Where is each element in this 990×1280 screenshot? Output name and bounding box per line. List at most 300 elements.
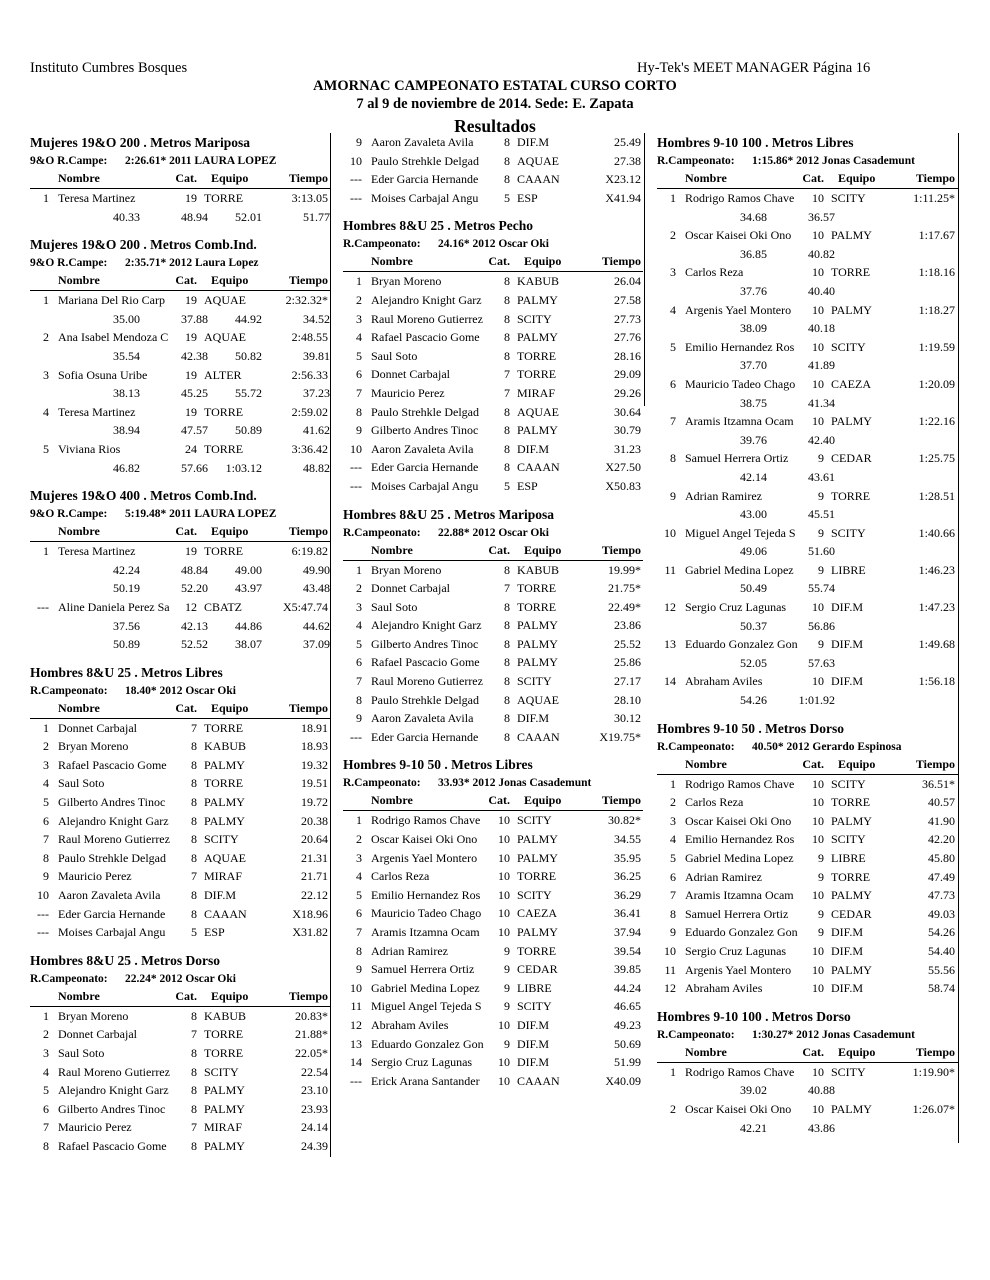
final-time: 45.80 — [928, 851, 955, 865]
result-row — [657, 375, 959, 394]
result-row — [343, 579, 643, 598]
age: 10 — [812, 674, 824, 689]
team: AQUAE — [517, 153, 559, 168]
place: 7 — [356, 385, 362, 400]
final-time: 27.76 — [614, 330, 641, 345]
place: 2 — [356, 292, 362, 307]
header-age: Cat. — [802, 171, 824, 185]
splits-row — [30, 384, 330, 403]
result-row — [343, 347, 643, 366]
split-time: 42.21 — [740, 1120, 767, 1135]
place: 14 — [664, 674, 676, 689]
final-time: 20.38 — [301, 813, 328, 828]
result-row — [30, 1137, 330, 1156]
result-row — [30, 440, 330, 459]
header-name: Nombre — [58, 171, 100, 185]
place: 12 — [350, 1017, 362, 1032]
swimmer-name: Aaron Zavaleta Avila — [58, 888, 161, 903]
team: AQUAE — [517, 404, 559, 419]
place: 1 — [43, 544, 49, 559]
result-row — [343, 421, 643, 440]
swimmer-name: Teresa Martinez — [58, 404, 136, 419]
swimmer-name: Ana Isabel Mendoza C — [58, 330, 169, 345]
event-title: Hombres 8&U 25 . Metros Libres — [30, 664, 223, 680]
result-row — [343, 458, 643, 477]
final-time: 1:26.07* — [912, 1101, 955, 1116]
final-time: 51.99 — [614, 1055, 641, 1070]
age: 8 — [504, 274, 510, 289]
split-time: 41.34 — [808, 395, 835, 410]
swimmer-name: Alejandro Knight Garz — [58, 1083, 169, 1098]
swimmer-name: Raul Moreno Gutierrez — [371, 311, 483, 326]
record-value: 5:19.48* 2011 LAURA LOPEZ — [125, 508, 277, 521]
result-row — [343, 291, 643, 310]
age: 10 — [812, 339, 824, 354]
result-row — [343, 272, 643, 291]
team: TORRE — [204, 441, 244, 456]
final-time: 30.64 — [614, 404, 641, 419]
team: TORRE — [204, 1027, 244, 1042]
result-row — [30, 793, 330, 812]
final-time: 23.86 — [614, 618, 641, 633]
swimmer-name: Teresa Martinez — [58, 191, 136, 205]
final-time: 39.54 — [614, 943, 641, 958]
age: 10 — [812, 600, 824, 615]
result-row — [30, 867, 330, 886]
team: LIBRE — [517, 980, 552, 995]
header-age: Cat. — [175, 273, 197, 288]
swimmer-name: Eduardo Gonzalez Gon — [685, 925, 798, 940]
team: PALMY — [517, 423, 558, 438]
team: SCITY — [831, 832, 866, 847]
split-time: 48.82 — [303, 460, 330, 475]
split-time: 40.82 — [808, 246, 835, 261]
team: CAAAN — [517, 460, 560, 475]
swimmer-name: Mauricio Perez — [58, 1120, 132, 1135]
swimmer-name: Moises Carbajal Angu — [371, 478, 479, 493]
place: 13 — [350, 1036, 362, 1051]
event-spacer — [657, 710, 959, 719]
place: 3 — [670, 265, 676, 280]
event-block — [30, 133, 330, 226]
split-time: 38.09 — [740, 321, 767, 336]
place: 9 — [356, 962, 362, 977]
record-value: 22.88* 2012 Oscar Oki — [438, 526, 549, 539]
final-time: 49.23 — [614, 1017, 641, 1032]
team: TORRE — [517, 869, 557, 884]
record-line — [30, 153, 330, 171]
place: 3 — [356, 599, 362, 614]
age: 8 — [504, 711, 510, 726]
split-time: 50.19 — [113, 581, 140, 596]
split-time: 34.68 — [740, 209, 767, 224]
age: 10 — [498, 1073, 510, 1088]
swimmer-name: Eder Garcia Hernande — [371, 460, 479, 475]
swimmer-name: Sergio Cruz Lagunas — [685, 943, 787, 958]
final-time: 18.91 — [301, 720, 328, 735]
split-time: 43.00 — [740, 507, 767, 522]
swimmer-name: Adrian Ramirez — [685, 869, 762, 884]
age: 9 — [504, 980, 510, 995]
record-line — [30, 506, 330, 524]
place: 1 — [356, 562, 362, 577]
splits-row — [657, 394, 959, 413]
team: TORRE — [831, 869, 871, 884]
age: 12 — [185, 599, 197, 614]
age: 10 — [812, 1101, 824, 1116]
swimmer-name: Bryan Moreno — [58, 1008, 129, 1023]
swimmer-name: Aline Daniela Perez Sa — [58, 599, 170, 614]
age: 10 — [498, 887, 510, 902]
swimmer-name: Mauricio Perez — [371, 385, 445, 400]
split-time: 45.51 — [808, 507, 835, 522]
team: TORRE — [831, 488, 871, 503]
record-label: 9&O R.Campe: — [30, 508, 108, 521]
result-row — [30, 849, 330, 868]
header-age: Cat. — [175, 524, 197, 539]
place: --- — [37, 599, 49, 614]
result-row — [657, 226, 959, 245]
record-value: 24.16* 2012 Oscar Oki — [438, 238, 549, 251]
final-time: 1:49.68 — [918, 637, 955, 652]
split-time: 36.57 — [808, 209, 835, 224]
age: 10 — [812, 1064, 824, 1079]
splits-row — [30, 617, 330, 636]
result-row — [343, 403, 643, 422]
final-time: 29.26 — [614, 385, 641, 400]
header-time: Tiempo — [288, 171, 328, 185]
swimmer-name: Saul Soto — [58, 776, 105, 791]
team: CAEZA — [831, 376, 871, 391]
software-page-label: Hy-Tek's MEET MANAGER Página 16 — [637, 60, 871, 76]
age: 8 — [504, 135, 510, 149]
results-title: Resultados — [454, 116, 536, 136]
team: PALMY — [517, 850, 558, 865]
swimmer-name: Abraham Aviles — [371, 1017, 449, 1032]
final-time: 46.65 — [614, 999, 641, 1014]
header-time: Tiempo — [288, 273, 328, 288]
swimmer-name: Gilberto Andres Tinoc — [58, 1101, 166, 1116]
swimmer-name: Eduardo Gonzalez Gon — [371, 1036, 484, 1051]
record-label: 9&O R.Campe: — [30, 155, 108, 167]
final-time: 49.03 — [928, 906, 955, 921]
age: 8 — [191, 1008, 197, 1023]
swimmer-name: Eder Garcia Hernande — [371, 729, 479, 744]
header-name: Nombre — [58, 273, 100, 288]
place: 2 — [670, 1101, 676, 1116]
column-header — [30, 701, 330, 719]
team: PALMY — [831, 813, 872, 828]
split-time: 46.82 — [113, 460, 140, 475]
swimmer-name: Aramis Itzamna Ocam — [685, 888, 794, 903]
column-header — [30, 273, 330, 291]
event-title: Hombres 8&U 25 . Metros Mariposa — [343, 506, 554, 522]
result-row — [30, 886, 330, 905]
place: --- — [350, 729, 362, 744]
result-row — [343, 365, 643, 384]
place: 2 — [670, 795, 676, 810]
swimmer-name: Rodrigo Ramos Chave — [685, 191, 795, 205]
swimmer-name: Miguel Angel Tejeda S — [371, 999, 482, 1014]
header-team: Equipo — [524, 254, 562, 269]
event-block — [30, 477, 330, 654]
event-title: Hombres 9-10 50 . Metros Libres — [343, 757, 533, 773]
team: SCITY — [831, 525, 866, 540]
age: 8 — [504, 348, 510, 363]
final-time: 18.93 — [301, 739, 328, 754]
final-time: 25.49 — [614, 135, 641, 149]
event-spacer — [343, 496, 643, 505]
team: SCITY — [517, 999, 552, 1014]
swimmer-name: Gabriel Medina Lopez — [685, 851, 794, 865]
final-time: 1:18.16 — [918, 265, 955, 280]
column-divider — [330, 133, 331, 1157]
place: 7 — [43, 832, 49, 847]
team: DIF.M — [517, 135, 550, 149]
final-time: 50.69 — [614, 1036, 641, 1051]
team: TORRE — [517, 581, 557, 596]
header-name: Nombre — [58, 988, 100, 1003]
final-time: 21.75* — [608, 581, 641, 596]
split-time: 49.06 — [740, 544, 767, 559]
event-title: Mujeres 19&O 200 . Metros Comb.Ind. — [30, 237, 257, 253]
split-time: 42.14 — [740, 469, 767, 484]
splits-row — [657, 1081, 959, 1100]
team: PALMY — [204, 795, 245, 810]
result-row — [30, 366, 330, 385]
age: 9 — [818, 525, 824, 540]
place: 2 — [356, 832, 362, 847]
team: DIF.M — [831, 925, 864, 940]
team: DIF.M — [517, 1017, 550, 1032]
splits-row — [657, 691, 959, 710]
team: TORRE — [517, 599, 557, 614]
place: 3 — [43, 367, 49, 382]
team: DIF.M — [831, 943, 864, 958]
result-row — [657, 1100, 959, 1119]
header-time: Tiempo — [288, 700, 328, 715]
header-time: Tiempo — [915, 756, 955, 771]
final-time: 1:22.16 — [918, 414, 955, 429]
final-time: 36.41 — [614, 906, 641, 921]
result-row — [343, 653, 643, 672]
split-time: 1:03.12 — [225, 460, 262, 475]
age: 10 — [812, 888, 824, 903]
place: 7 — [670, 888, 676, 903]
age: 7 — [191, 1120, 197, 1135]
result-row — [343, 942, 643, 961]
team: DIF.M — [831, 600, 864, 615]
age: 10 — [812, 414, 824, 429]
swimmer-name: Gabriel Medina Lopez — [371, 980, 480, 995]
swimmer-name: Paulo Strehkle Delgad — [371, 692, 479, 707]
event-block — [30, 942, 330, 1156]
result-row — [343, 886, 643, 905]
header-time: Tiempo — [601, 793, 641, 808]
place: 3 — [356, 850, 362, 865]
header-team: Equipo — [838, 756, 876, 771]
result-row — [30, 1118, 330, 1137]
record-line — [343, 525, 643, 543]
team: SCITY — [831, 1064, 866, 1079]
final-time: 25.52 — [614, 636, 641, 651]
final-time: 47.73 — [928, 888, 955, 903]
split-time: 39.76 — [740, 432, 767, 447]
result-row — [657, 263, 959, 282]
result-row — [343, 133, 643, 152]
age: 10 — [498, 906, 510, 921]
result-row — [30, 812, 330, 831]
event-title: Mujeres 19&O 200 . Metros Mariposa — [30, 135, 250, 150]
result-row — [343, 904, 643, 923]
result-row — [30, 830, 330, 849]
team: PALMY — [517, 832, 558, 847]
result-row — [30, 403, 330, 422]
age: 24 — [185, 441, 197, 456]
result-row — [343, 811, 643, 830]
place: 4 — [356, 869, 362, 884]
team: PALMY — [831, 888, 872, 903]
team: DIF.M — [831, 637, 864, 652]
team: PALMY — [517, 655, 558, 670]
place: 6 — [670, 376, 676, 391]
final-time: 30.82* — [608, 813, 641, 828]
result-row — [343, 830, 643, 849]
place: 8 — [670, 906, 676, 921]
swimmer-name: Mauricio Tadeo Chago — [685, 376, 796, 391]
place: --- — [37, 906, 49, 921]
place: 12 — [664, 600, 676, 615]
result-row — [343, 1053, 643, 1072]
split-time: 56.86 — [808, 618, 835, 633]
split-time: 50.49 — [740, 581, 767, 596]
team: PALMY — [204, 1138, 245, 1153]
place: 2 — [43, 330, 49, 345]
splits-row — [657, 1119, 959, 1138]
header-name: Nombre — [371, 542, 413, 557]
event-spacer — [30, 942, 330, 951]
header-team: Equipo — [524, 542, 562, 557]
place: 4 — [43, 1064, 49, 1079]
record-line — [657, 153, 959, 171]
column-header — [343, 543, 643, 561]
place: 10 — [37, 888, 49, 903]
place: 11 — [350, 999, 362, 1014]
final-time: X31.82 — [292, 925, 328, 940]
split-time: 37.76 — [740, 283, 767, 298]
result-row — [657, 635, 959, 654]
result-row — [657, 961, 959, 980]
swimmer-name: Oscar Kaisei Oki Ono — [685, 813, 792, 828]
record-value: 40.50* 2012 Gerardo Espinosa — [752, 740, 902, 753]
header-name: Nombre — [58, 524, 100, 539]
final-time: 35.95 — [614, 850, 641, 865]
swimmer-name: Eder Garcia Hernande — [58, 906, 166, 921]
split-time: 42.13 — [181, 618, 208, 633]
team: CAEZA — [517, 906, 557, 921]
result-row — [343, 1016, 643, 1035]
record-value: 33.93* 2012 Jonas Casademunt — [438, 777, 592, 790]
age: 10 — [812, 813, 824, 828]
split-time: 39.02 — [740, 1083, 767, 1098]
split-time: 45.25 — [181, 386, 208, 401]
place: 2 — [356, 581, 362, 596]
record-value: 1:15.86* 2012 Jonas Casademunt — [752, 155, 915, 167]
team: KABUB — [517, 562, 560, 577]
final-time: X5:47.74 — [283, 599, 328, 614]
team: PALMY — [517, 292, 558, 307]
record-label: 9&O R.Campe: — [30, 257, 108, 270]
final-time: 2:59.02 — [291, 404, 328, 419]
result-row — [30, 719, 330, 738]
meet-dates: 7 al 9 de noviembre de 2014. Sede: E. Zapata — [356, 96, 634, 112]
record-value: 18.40* 2012 Oscar Oki — [125, 684, 236, 697]
split-time: 57.63 — [808, 655, 835, 670]
place: 6 — [356, 367, 362, 382]
final-time: X23.12 — [605, 172, 641, 187]
split-time: 42.24 — [113, 562, 140, 577]
result-row — [343, 310, 643, 329]
place: 11 — [664, 962, 676, 977]
place: 4 — [356, 618, 362, 633]
record-label: R.Campeonato: — [30, 972, 108, 985]
splits-row — [30, 561, 330, 580]
final-time: 1:47.23 — [918, 600, 955, 615]
result-row — [657, 412, 959, 431]
team: PALMY — [517, 925, 558, 939]
age: 8 — [504, 172, 510, 187]
final-time: 3:36.42 — [291, 441, 328, 456]
age: 8 — [191, 739, 197, 754]
age: 8 — [504, 404, 510, 419]
result-row — [657, 812, 959, 831]
header-age: Cat. — [488, 254, 510, 269]
place: 6 — [43, 1101, 49, 1116]
split-time: 55.72 — [235, 386, 262, 401]
header-team: Equipo — [211, 273, 249, 288]
swimmer-name: Bryan Moreno — [371, 562, 442, 577]
final-time: X18.96 — [292, 906, 328, 921]
split-time: 34.52 — [303, 311, 330, 326]
result-row — [30, 1044, 330, 1063]
splits-row — [657, 654, 959, 673]
team: DIF.M — [517, 1036, 550, 1051]
final-time: 25.86 — [614, 655, 641, 670]
age: 10 — [498, 1017, 510, 1032]
place: 11 — [664, 562, 676, 577]
result-row — [657, 868, 959, 887]
split-time: 57.66 — [181, 460, 208, 475]
header-name: Nombre — [685, 756, 727, 771]
age: 10 — [812, 191, 824, 205]
age: 8 — [191, 1046, 197, 1060]
split-time: 48.84 — [181, 562, 208, 577]
place: 9 — [356, 423, 362, 438]
team: PALMY — [204, 1101, 245, 1116]
splits-row — [30, 421, 330, 440]
header-team: Equipo — [524, 793, 562, 808]
final-time: 20.64 — [301, 832, 328, 847]
result-row — [343, 867, 643, 886]
record-value: 1:30.27* 2012 Jonas Casademunt — [752, 1028, 915, 1041]
place: --- — [350, 478, 362, 493]
result-row — [30, 737, 330, 756]
place: 12 — [664, 981, 676, 996]
team: TORRE — [517, 943, 557, 958]
split-time: 42.38 — [181, 348, 208, 363]
split-time: 40.18 — [808, 321, 835, 336]
team: AQUAE — [204, 330, 246, 345]
